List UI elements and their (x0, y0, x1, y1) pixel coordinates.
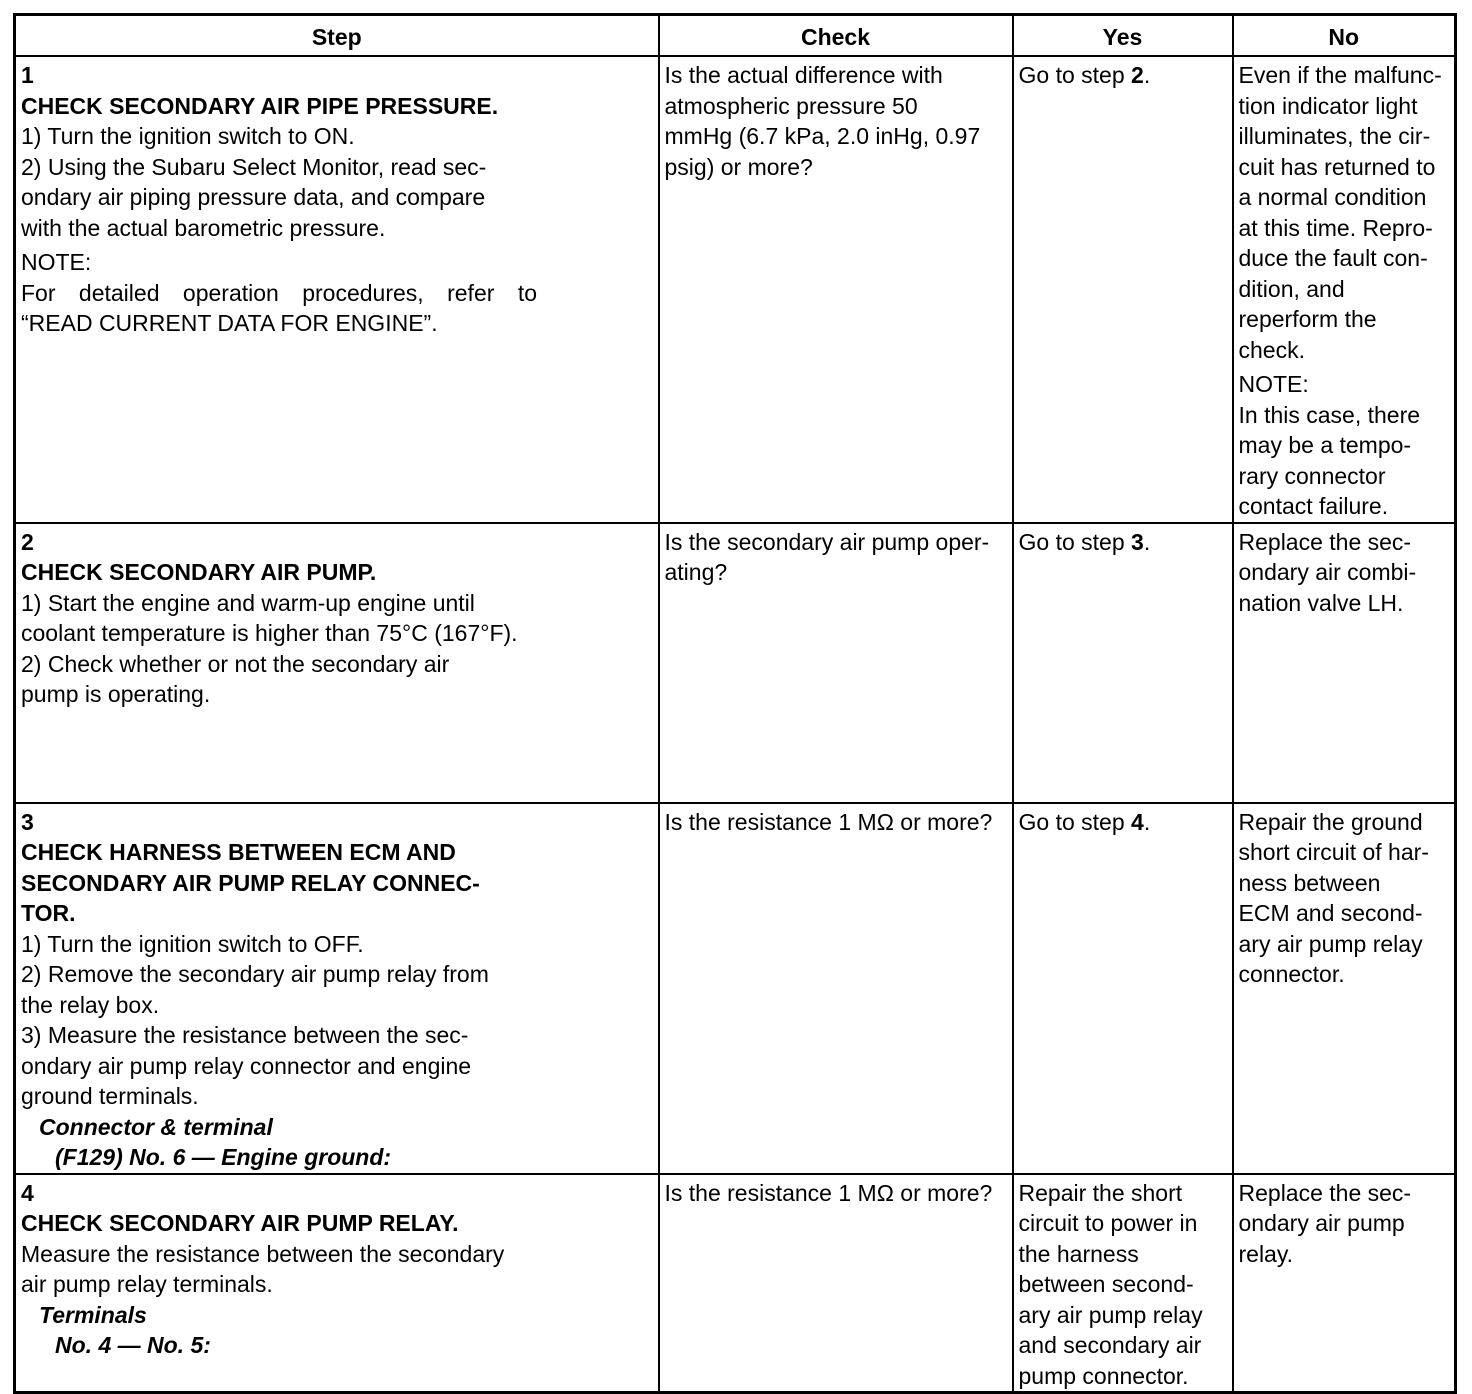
check-text: Is the secondary air pump oper- (664, 528, 990, 555)
yes-text: circuit to power in (1018, 1210, 1198, 1236)
yes-text: Repair the short (1018, 1179, 1183, 1206)
step-cell (15, 803, 659, 1174)
no-text: reperform the (1238, 306, 1377, 332)
check-text: Is the resistance 1 MΩ or more? (664, 1179, 993, 1206)
no-text: Replace the sec- (1238, 528, 1412, 555)
step-instruction: 1) Turn the ignition switch to OFF. (21, 930, 364, 957)
step-cell (15, 523, 659, 803)
step-cell (15, 56, 659, 523)
spec-value: No. 4 — No. 5: (55, 1332, 211, 1358)
step-instruction: Measure the resistance between the secondary (21, 1240, 505, 1267)
yes-step-link: 2 (1131, 62, 1144, 88)
check-cell (659, 803, 1013, 1174)
no-text: Replace the sec- (1238, 1179, 1412, 1206)
no-text: dition, and (1238, 275, 1345, 302)
no-text: ness between (1238, 869, 1381, 896)
table-row (15, 523, 1456, 803)
no-text: cuit has returned to (1238, 153, 1436, 180)
check-text: psig) or more? (664, 153, 813, 180)
step-instruction: 1) Start the engine and warm-up engine until (21, 589, 475, 616)
yes-text: the harness (1018, 1240, 1139, 1267)
no-text: ECM and second- (1238, 900, 1423, 926)
yes-text: Go to step (1018, 528, 1132, 555)
check-cell (659, 523, 1013, 803)
step-text (21, 557, 537, 710)
yes-period: . (1143, 62, 1151, 88)
step-title: SECONDARY AIR PUMP RELAY CONNEC- (21, 869, 480, 896)
spec-label: Connector & terminal (39, 1113, 273, 1140)
yes-cell (1013, 56, 1233, 523)
yes-cell (1013, 523, 1233, 803)
no-text: ondary air pump (1238, 1210, 1405, 1236)
no-text: at this time. Repro- (1238, 214, 1433, 241)
header-check: Check (659, 15, 1013, 57)
step-title: CHECK SECONDARY AIR PUMP RELAY. (21, 1210, 459, 1236)
step-instruction: 2) Check whether or not the secondary air (21, 650, 450, 677)
note-label: NOTE: (21, 249, 92, 275)
no-note-text: rary connector (1238, 462, 1386, 489)
yes-period: . (1143, 808, 1151, 835)
step-instruction: ground terminals. (21, 1083, 199, 1109)
no-note-text: In this case, there (1238, 401, 1421, 428)
diagnostic-table (13, 13, 1457, 1394)
check-text: mmHg (6.7 kPa, 2.0 inHg, 0.97 (664, 123, 981, 149)
no-cell (1233, 1174, 1456, 1393)
step-title: CHECK SECONDARY AIR PUMP. (21, 559, 377, 585)
step-instruction: with the actual barometric pressure. (21, 214, 386, 241)
spec-label: Terminals (39, 1301, 147, 1328)
check-cell (659, 56, 1013, 523)
step-instruction: 2) Remove the secondary air pump relay from (21, 961, 489, 987)
check-text: Is the resistance 1 MΩ or more? (664, 808, 993, 835)
no-cell (1233, 803, 1456, 1174)
no-text: short circuit of har- (1238, 839, 1429, 865)
no-text: Even if the malfunc- (1238, 62, 1442, 88)
check-text: ating? (664, 559, 728, 585)
note-text: For detailed operation procedures, refer to (21, 279, 537, 306)
no-text: duce the fault con- (1238, 245, 1428, 271)
table-row (15, 56, 1456, 523)
step-number: 4 (21, 1179, 34, 1206)
no-text: a normal condition (1238, 184, 1427, 210)
no-cell (1233, 56, 1456, 523)
step-text (21, 91, 537, 339)
step-title: CHECK SECONDARY AIR PIPE PRESSURE. (21, 92, 499, 119)
step-instruction: 2) Using the Subaru Select Monitor, read sec- (21, 153, 487, 180)
header-yes: Yes (1013, 15, 1233, 57)
step-instruction: the relay box. (21, 991, 160, 1018)
yes-period: . (1143, 528, 1151, 555)
table-header-row (15, 15, 1456, 57)
no-text: Repair the ground (1238, 808, 1423, 835)
yes-text: Go to step (1018, 62, 1132, 88)
step-instruction: ondary air pump relay connector and engine (21, 1052, 472, 1079)
step-title: TOR. (21, 900, 76, 926)
no-note-label: NOTE: (1238, 371, 1309, 397)
step-cell (15, 1174, 659, 1393)
step-instruction: 1) Turn the ignition switch to ON. (21, 123, 355, 149)
step-instruction: coolant temperature is higher than 75°C (167°F). (21, 620, 518, 646)
yes-step-link: 3 (1131, 528, 1144, 555)
step-instruction: 3) Measure the resistance between the sec- (21, 1022, 469, 1048)
yes-cell (1013, 803, 1233, 1174)
yes-text: Go to step (1018, 808, 1132, 835)
step-number: 1 (21, 62, 34, 88)
no-text: check. (1238, 336, 1305, 363)
no-text: connector. (1238, 961, 1345, 987)
no-text: relay. (1238, 1240, 1294, 1267)
step-instruction: air pump relay terminals. (21, 1271, 273, 1297)
spec-value: (F129) No. 6 — Engine ground: (55, 1144, 392, 1170)
yes-step-link: 4 (1131, 808, 1144, 835)
check-text: atmospheric pressure 50 (664, 92, 918, 119)
header-step: Step (15, 15, 659, 57)
check-cell (659, 1174, 1013, 1393)
step-number: 3 (21, 808, 34, 835)
step-text (21, 837, 537, 1173)
no-text: illuminates, the cir- (1238, 123, 1431, 149)
note-text: “READ CURRENT DATA FOR ENGINE”. (21, 310, 438, 336)
step-title: CHECK HARNESS BETWEEN ECM AND (21, 839, 456, 865)
step-text (21, 1208, 537, 1361)
table-row (15, 803, 1456, 1174)
yes-text: between second- (1018, 1271, 1194, 1297)
no-text: nation valve LH. (1238, 589, 1404, 616)
no-text: ary air pump relay (1238, 930, 1423, 957)
no-cell (1233, 523, 1456, 803)
table-row (15, 1174, 1456, 1393)
no-text: ondary air combi- (1238, 559, 1417, 585)
check-text: Is the actual difference with (664, 62, 943, 88)
no-note-text: may be a tempo- (1238, 432, 1412, 458)
yes-text: and secondary air (1018, 1332, 1202, 1358)
header-no: No (1233, 15, 1456, 57)
no-text: tion indicator light (1238, 92, 1418, 119)
no-note-text: contact failure. (1238, 493, 1389, 519)
step-instruction: ondary air piping pressure data, and compare (21, 184, 486, 210)
yes-cell (1013, 1174, 1233, 1393)
step-number: 2 (21, 528, 34, 555)
step-instruction: pump is operating. (21, 681, 211, 707)
yes-text: ary air pump relay (1018, 1301, 1203, 1328)
yes-text: pump connector. (1018, 1362, 1189, 1389)
